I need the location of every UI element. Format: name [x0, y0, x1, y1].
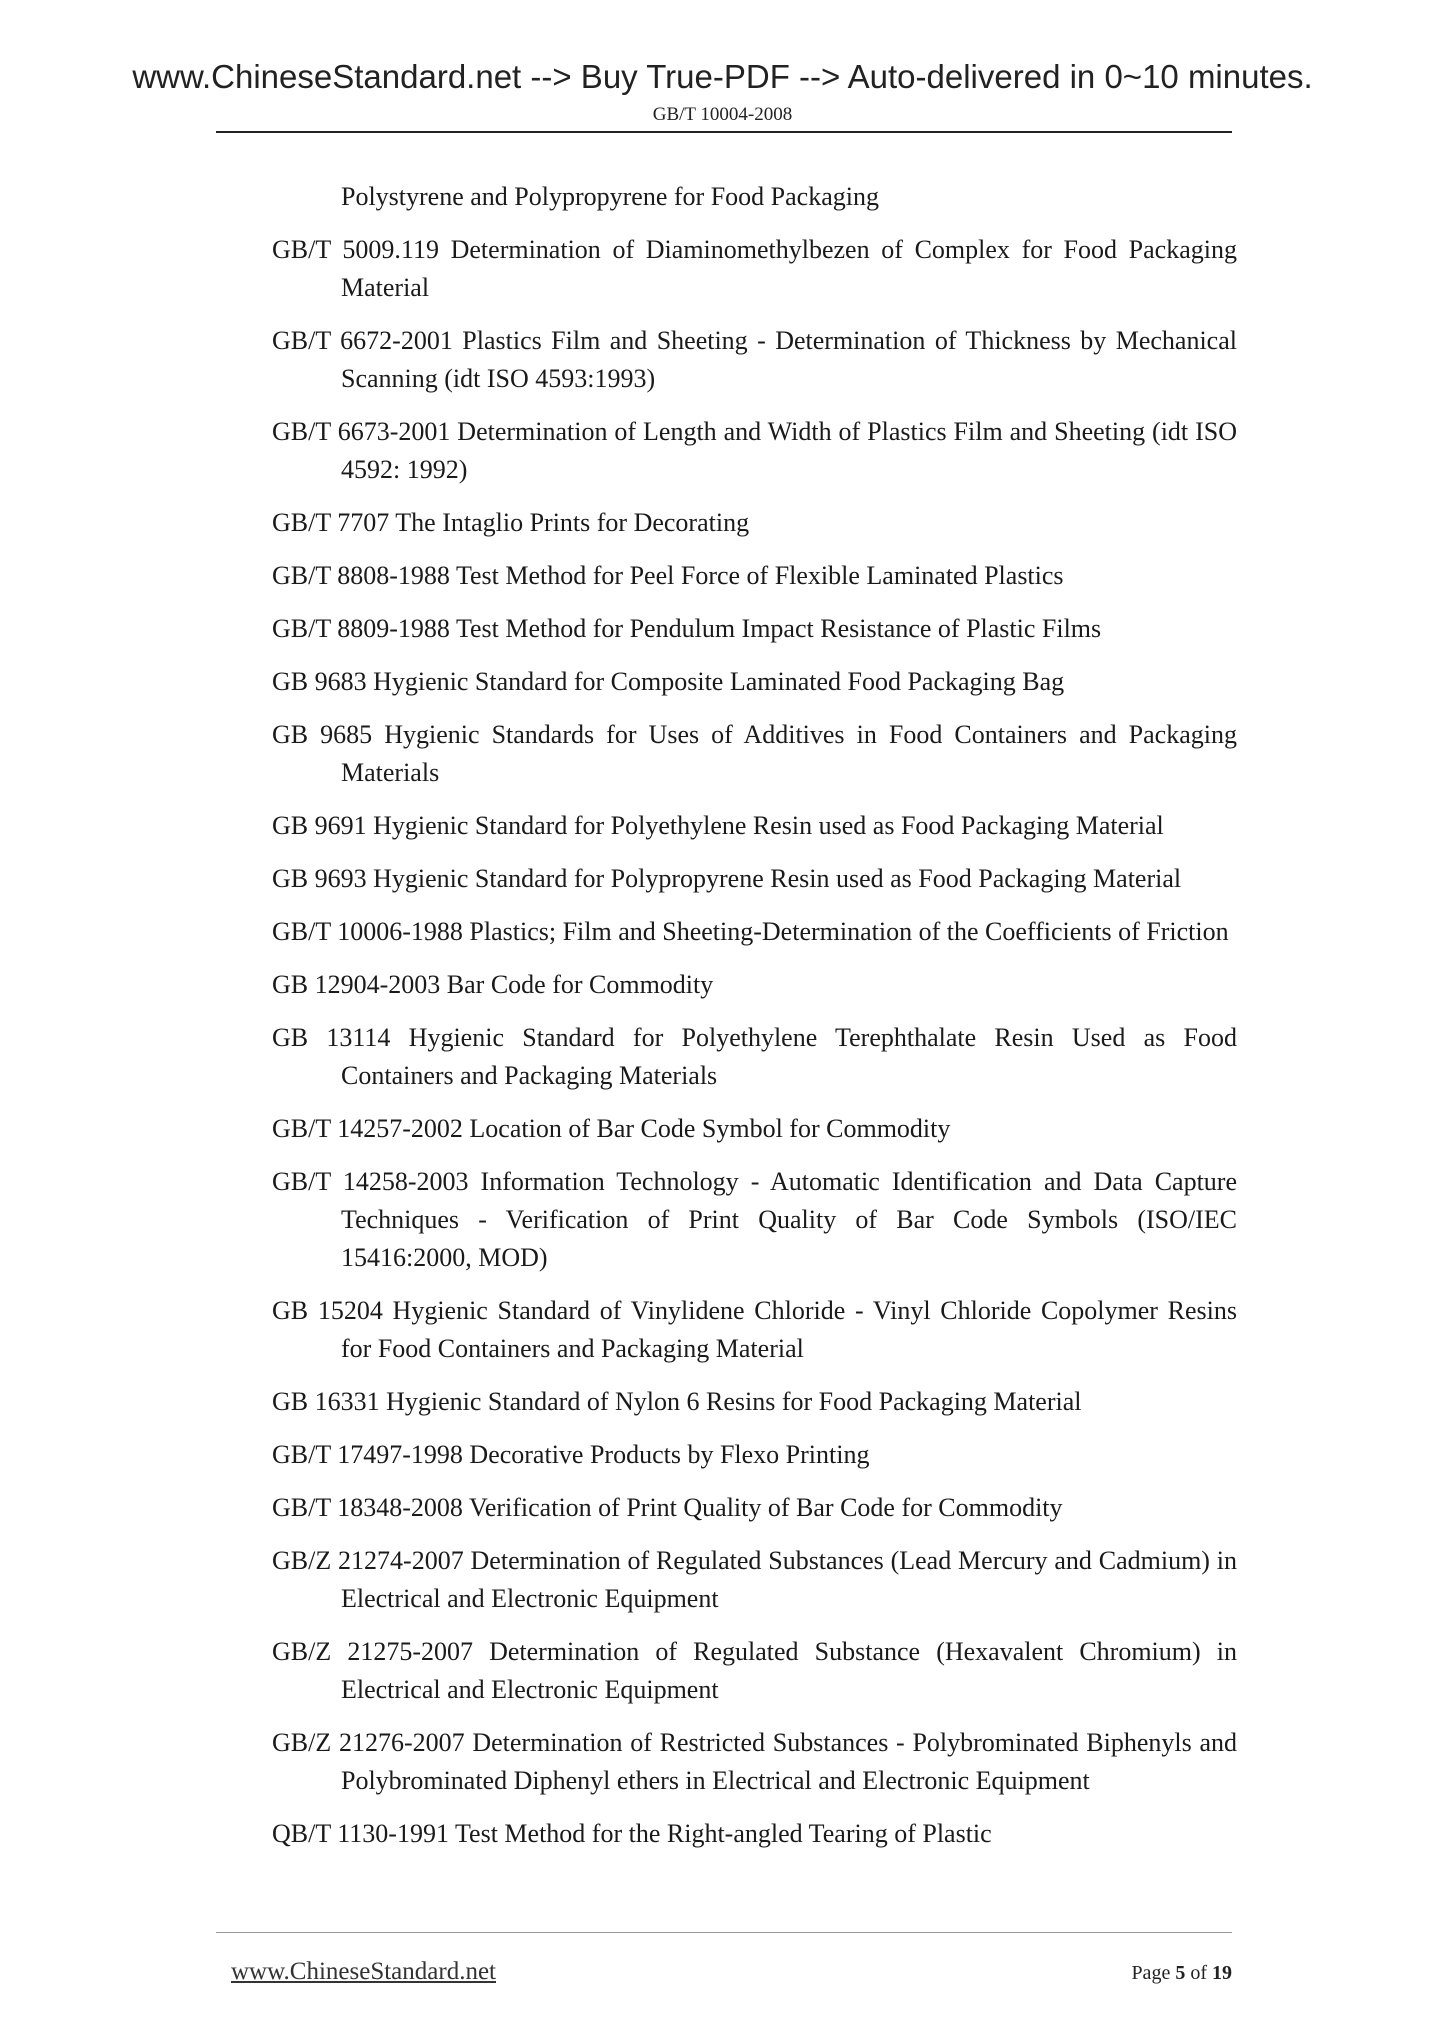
normative-references-list: [272, 178, 1237, 1868]
reference-item: GB 13114 Hygienic Standard for Polyethylene Terephthalate Resin Used as Food Containers and Packaging Materials: [272, 1023, 1237, 1090]
reference-item: GB/T 6672-2001 Plastics Film and Sheeting - Determination of Thickness by Mechanical Scanning (idt ISO 4593:1993): [272, 326, 1237, 393]
reference-continuation: Polystyrene and Polypropyrene for Food Packaging: [341, 182, 879, 211]
reference-item: GB/Z 21276-2007 Determination of Restricted Substances - Polybrominated Biphenyls and Polybrominated Diphenyl ethers in Electrical and Electronic Equipment: [272, 1728, 1237, 1795]
reference-item: GB/T 8809-1988 Test Method for Pendulum Impact Resistance of Plastic Films: [272, 614, 1102, 643]
reference-item: GB 9693 Hygienic Standard for Polypropyrene Resin used as Food Packaging Material: [272, 864, 1182, 893]
reference-item: GB/T 17497-1998 Decorative Products by Flexo Printing: [272, 1440, 870, 1469]
reference-item: GB 9691 Hygienic Standard for Polyethylene Resin used as Food Packaging Material: [272, 811, 1164, 840]
reference-item: GB 16331 Hygienic Standard of Nylon 6 Resins for Food Packaging Material: [272, 1387, 1082, 1416]
reference-item: GB/T 7707 The Intaglio Prints for Decorating: [272, 508, 750, 537]
reference-item: GB 9685 Hygienic Standards for Uses of Additives in Food Containers and Packaging Materials: [272, 720, 1237, 787]
page-total: 19: [1212, 1962, 1232, 1984]
reference-item: QB/T 1130-1991 Test Method for the Right-angled Tearing of Plastic: [272, 1819, 992, 1848]
reference-item: GB 15204 Hygienic Standard of Vinylidene Chloride - Vinyl Chloride Copolymer Resins for Food Containers and Packaging Material: [272, 1296, 1237, 1363]
reference-item: GB/T 8808-1988 Test Method for Peel Force of Flexible Laminated Plastics: [272, 561, 1064, 590]
page-current: 5: [1175, 1962, 1186, 1984]
site-banner: www.ChineseStandard.net --> Buy True-PDF --> Auto-delivered in 0~10 minutes.: [132, 58, 1313, 95]
reference-item: GB 12904-2003 Bar Code for Commodity: [272, 970, 714, 999]
footer-divider: [216, 1932, 1232, 1933]
header-divider: [216, 131, 1232, 133]
reference-item: GB/T 14257-2002 Location of Bar Code Symbol for Commodity: [272, 1114, 951, 1143]
reference-item: GB/T 10006-1988 Plastics; Film and Sheeting-Determination of the Coefficients of Friction: [272, 917, 1229, 946]
page-number: [1131, 1962, 1232, 1985]
reference-item: GB/T 5009.119 Determination of Diaminomethylbezen of Complex for Food Packaging Material: [272, 235, 1237, 302]
reference-item: GB/T 6673-2001 Determination of Length and Width of Plastics Film and Sheeting (idt ISO 4592: 1992): [272, 417, 1237, 484]
footer-site-link[interactable]: www.ChineseStandard.net: [231, 1958, 496, 1985]
page-of: of: [1190, 1962, 1207, 1984]
reference-item: GB 9683 Hygienic Standard for Composite Laminated Food Packaging Bag: [272, 667, 1065, 696]
page-prefix: Page: [1131, 1962, 1171, 1984]
reference-item: GB/T 14258-2003 Information Technology - Automatic Identification and Data Capture Techniques - Verification of Print Quality of Bar Code Symbols (ISO/IEC 15416:2000, MOD): [272, 1167, 1237, 1272]
reference-item: GB/Z 21274-2007 Determination of Regulated Substances (Lead Mercury and Cadmium) in Electrical and Electronic Equipment: [272, 1546, 1237, 1613]
reference-item: GB/T 18348-2008 Verification of Print Quality of Bar Code for Commodity: [272, 1493, 1063, 1522]
document-code: GB/T 10004-2008: [652, 104, 793, 125]
reference-item: GB/Z 21275-2007 Determination of Regulated Substance (Hexavalent Chromium) in Electrical and Electronic Equipment: [272, 1637, 1237, 1704]
